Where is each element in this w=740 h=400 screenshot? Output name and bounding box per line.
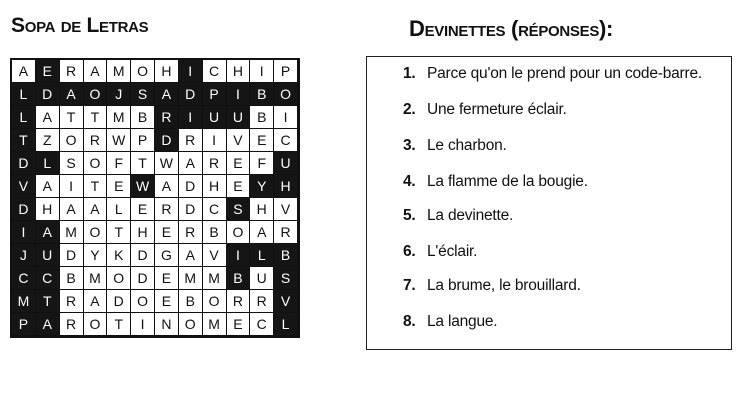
grid-cell: J: [107, 83, 131, 106]
answer-text: La devinette.: [427, 207, 514, 224]
grid-cell: L: [107, 198, 131, 221]
grid-cell: O: [227, 221, 251, 244]
grid-cell: R: [155, 106, 179, 129]
grid-cell: I: [203, 129, 227, 152]
grid-cell: U: [203, 106, 227, 129]
grid-cell: T: [107, 313, 131, 336]
answer-number: 4.: [403, 173, 416, 190]
grid-cell: W: [107, 129, 131, 152]
grid-cell: K: [107, 244, 131, 267]
grid-cell: H: [227, 60, 251, 83]
grid-cell: I: [12, 221, 36, 244]
grid-cell: D: [12, 198, 36, 221]
grid-cell: H: [203, 175, 227, 198]
grid-cell: D: [60, 244, 84, 267]
grid-cell: A: [60, 198, 84, 221]
grid-cell: U: [274, 152, 298, 175]
grid-cell: A: [155, 175, 179, 198]
grid-cell: I: [274, 106, 298, 129]
grid-cell: U: [250, 267, 274, 290]
word-search-grid: [10, 58, 300, 338]
grid-cell: C: [12, 267, 36, 290]
grid-cell: V: [274, 290, 298, 313]
grid-cell: T: [84, 106, 108, 129]
grid-cell: I: [227, 244, 251, 267]
answer-text: La brume, le brouillard.: [427, 277, 581, 294]
grid-cell: R: [274, 221, 298, 244]
grid-cell: D: [179, 83, 203, 106]
answer-number: 5.: [403, 207, 416, 224]
grid-cell: A: [36, 106, 60, 129]
answer-item: [403, 313, 497, 331]
grid-cell: A: [84, 198, 108, 221]
grid-cell: L: [12, 106, 36, 129]
grid-cell: A: [250, 221, 274, 244]
grid-cell: O: [131, 60, 155, 83]
grid-cell: M: [84, 267, 108, 290]
grid-cell: S: [60, 152, 84, 175]
grid-cell: D: [131, 244, 155, 267]
grid-cell: A: [155, 83, 179, 106]
grid-cell: P: [12, 313, 36, 336]
grid-cell: C: [36, 267, 60, 290]
grid-cell: Y: [84, 244, 108, 267]
answer-item: [403, 277, 581, 295]
grid-cell: L: [12, 83, 36, 106]
answer-text: L'éclair.: [427, 243, 478, 260]
grid-cell: F: [250, 152, 274, 175]
grid-cell: B: [250, 83, 274, 106]
grid-cell: C: [203, 60, 227, 83]
grid-cell: R: [179, 221, 203, 244]
grid-cell: I: [131, 313, 155, 336]
grid-cell: E: [227, 175, 251, 198]
grid-cell: B: [227, 267, 251, 290]
grid-cell: O: [131, 290, 155, 313]
grid-cell: R: [203, 152, 227, 175]
grid-cell: C: [274, 129, 298, 152]
grid-cell: M: [107, 60, 131, 83]
grid-cell: E: [155, 221, 179, 244]
grid-cell: P: [203, 83, 227, 106]
grid-cell: M: [107, 106, 131, 129]
grid-cell: B: [274, 244, 298, 267]
grid-cell: M: [179, 267, 203, 290]
grid-cell: C: [250, 313, 274, 336]
grid-cell: T: [12, 129, 36, 152]
grid-cell: O: [84, 313, 108, 336]
answer-item: [403, 101, 567, 119]
grid-cell: R: [227, 290, 251, 313]
grid-cell: T: [131, 152, 155, 175]
grid-cell: H: [274, 175, 298, 198]
grid-cell: V: [227, 129, 251, 152]
answer-number: 7.: [403, 277, 416, 294]
grid-cell: O: [179, 313, 203, 336]
grid-cell: R: [155, 198, 179, 221]
grid-cell: D: [179, 198, 203, 221]
grid-cell: A: [36, 313, 60, 336]
grid-cell: H: [155, 60, 179, 83]
grid-cell: A: [84, 290, 108, 313]
grid-cell: I: [227, 83, 251, 106]
grid-cell: A: [36, 221, 60, 244]
answer-text: Parce qu'on le prend pour un code-barre.: [427, 65, 703, 82]
grid-cell: M: [203, 313, 227, 336]
answer-item: [403, 65, 702, 83]
answer-text: La langue.: [427, 313, 498, 330]
answer-number: 6.: [403, 243, 416, 260]
answer-item: [403, 207, 513, 225]
grid-cell: T: [60, 106, 84, 129]
grid-cell: A: [60, 83, 84, 106]
grid-cell: T: [36, 290, 60, 313]
grid-cell: D: [179, 175, 203, 198]
grid-cell: N: [155, 313, 179, 336]
grid-cell: W: [131, 175, 155, 198]
answer-item: [403, 243, 477, 261]
grid-cell: E: [227, 152, 251, 175]
grid-cell: T: [107, 221, 131, 244]
answer-text: Le charbon.: [427, 137, 507, 154]
grid-cell: A: [179, 152, 203, 175]
grid-cell: O: [60, 129, 84, 152]
grid-cell: R: [179, 129, 203, 152]
grid-cell: Z: [36, 129, 60, 152]
grid-cell: P: [131, 129, 155, 152]
grid-cell: M: [60, 221, 84, 244]
grid-cell: R: [60, 313, 84, 336]
grid-cell: S: [131, 83, 155, 106]
grid-cell: L: [36, 152, 60, 175]
grid-cell: M: [12, 290, 36, 313]
grid-cell: C: [203, 198, 227, 221]
grid-cell: I: [179, 60, 203, 83]
grid-cell: V: [274, 198, 298, 221]
grid-cell: E: [155, 290, 179, 313]
grid-cell: J: [12, 244, 36, 267]
grid-cell: D: [155, 129, 179, 152]
grid-cell: I: [179, 106, 203, 129]
grid-cell: H: [250, 198, 274, 221]
grid-cell: A: [36, 175, 60, 198]
grid-cell: E: [250, 129, 274, 152]
grid-cell: O: [203, 290, 227, 313]
answer-number: 2.: [403, 101, 416, 118]
grid-cell: E: [131, 198, 155, 221]
grid-cell: H: [131, 221, 155, 244]
answer-text: La flamme de la bougie.: [427, 173, 588, 190]
answer-number: 3.: [403, 137, 416, 154]
grid-cell: R: [60, 290, 84, 313]
grid-cell: V: [12, 175, 36, 198]
word-search-title: Sopa de Letras: [11, 14, 149, 37]
grid-cell: O: [107, 267, 131, 290]
grid-cell: U: [36, 244, 60, 267]
answer-number: 1.: [403, 65, 416, 82]
grid-cell: A: [179, 244, 203, 267]
grid-cell: S: [274, 267, 298, 290]
grid-cell: R: [84, 129, 108, 152]
grid-cell: O: [84, 221, 108, 244]
grid-cell: F: [107, 152, 131, 175]
grid-cell: R: [250, 290, 274, 313]
grid-cell: I: [60, 175, 84, 198]
grid-cell: E: [227, 313, 251, 336]
answer-number: 8.: [403, 313, 416, 330]
grid-cell: G: [155, 244, 179, 267]
grid-cell: D: [36, 83, 60, 106]
grid-cell: B: [131, 106, 155, 129]
grid-cell: T: [84, 175, 108, 198]
answer-item: [403, 137, 507, 155]
grid-cell: L: [250, 244, 274, 267]
grid-cell: A: [84, 60, 108, 83]
grid-cell: M: [203, 267, 227, 290]
grid-cell: E: [155, 267, 179, 290]
grid-cell: W: [155, 152, 179, 175]
grid-cell: U: [227, 106, 251, 129]
riddles-answers-title: Devinettes (réponses):: [409, 16, 614, 41]
answers-box: [366, 56, 732, 350]
answer-text: Une fermeture éclair.: [427, 101, 567, 118]
grid-cell: O: [274, 83, 298, 106]
grid-cell: D: [131, 267, 155, 290]
grid-cell: S: [227, 198, 251, 221]
grid-cell: E: [36, 60, 60, 83]
grid-cell: A: [12, 60, 36, 83]
grid-cell: V: [203, 244, 227, 267]
grid-cell: D: [12, 152, 36, 175]
grid-cell: L: [274, 313, 298, 336]
grid-cell: H: [36, 198, 60, 221]
grid-cell: R: [60, 60, 84, 83]
grid-cell: O: [84, 83, 108, 106]
grid-cell: B: [60, 267, 84, 290]
grid-cell: I: [250, 60, 274, 83]
answer-item: [403, 173, 588, 191]
grid-cell: P: [274, 60, 298, 83]
grid-cell: O: [84, 152, 108, 175]
grid-cell: B: [250, 106, 274, 129]
grid-cell: D: [107, 290, 131, 313]
grid-cell: B: [203, 221, 227, 244]
grid-cell: E: [107, 175, 131, 198]
grid-cell: B: [179, 290, 203, 313]
grid-cell: Y: [250, 175, 274, 198]
